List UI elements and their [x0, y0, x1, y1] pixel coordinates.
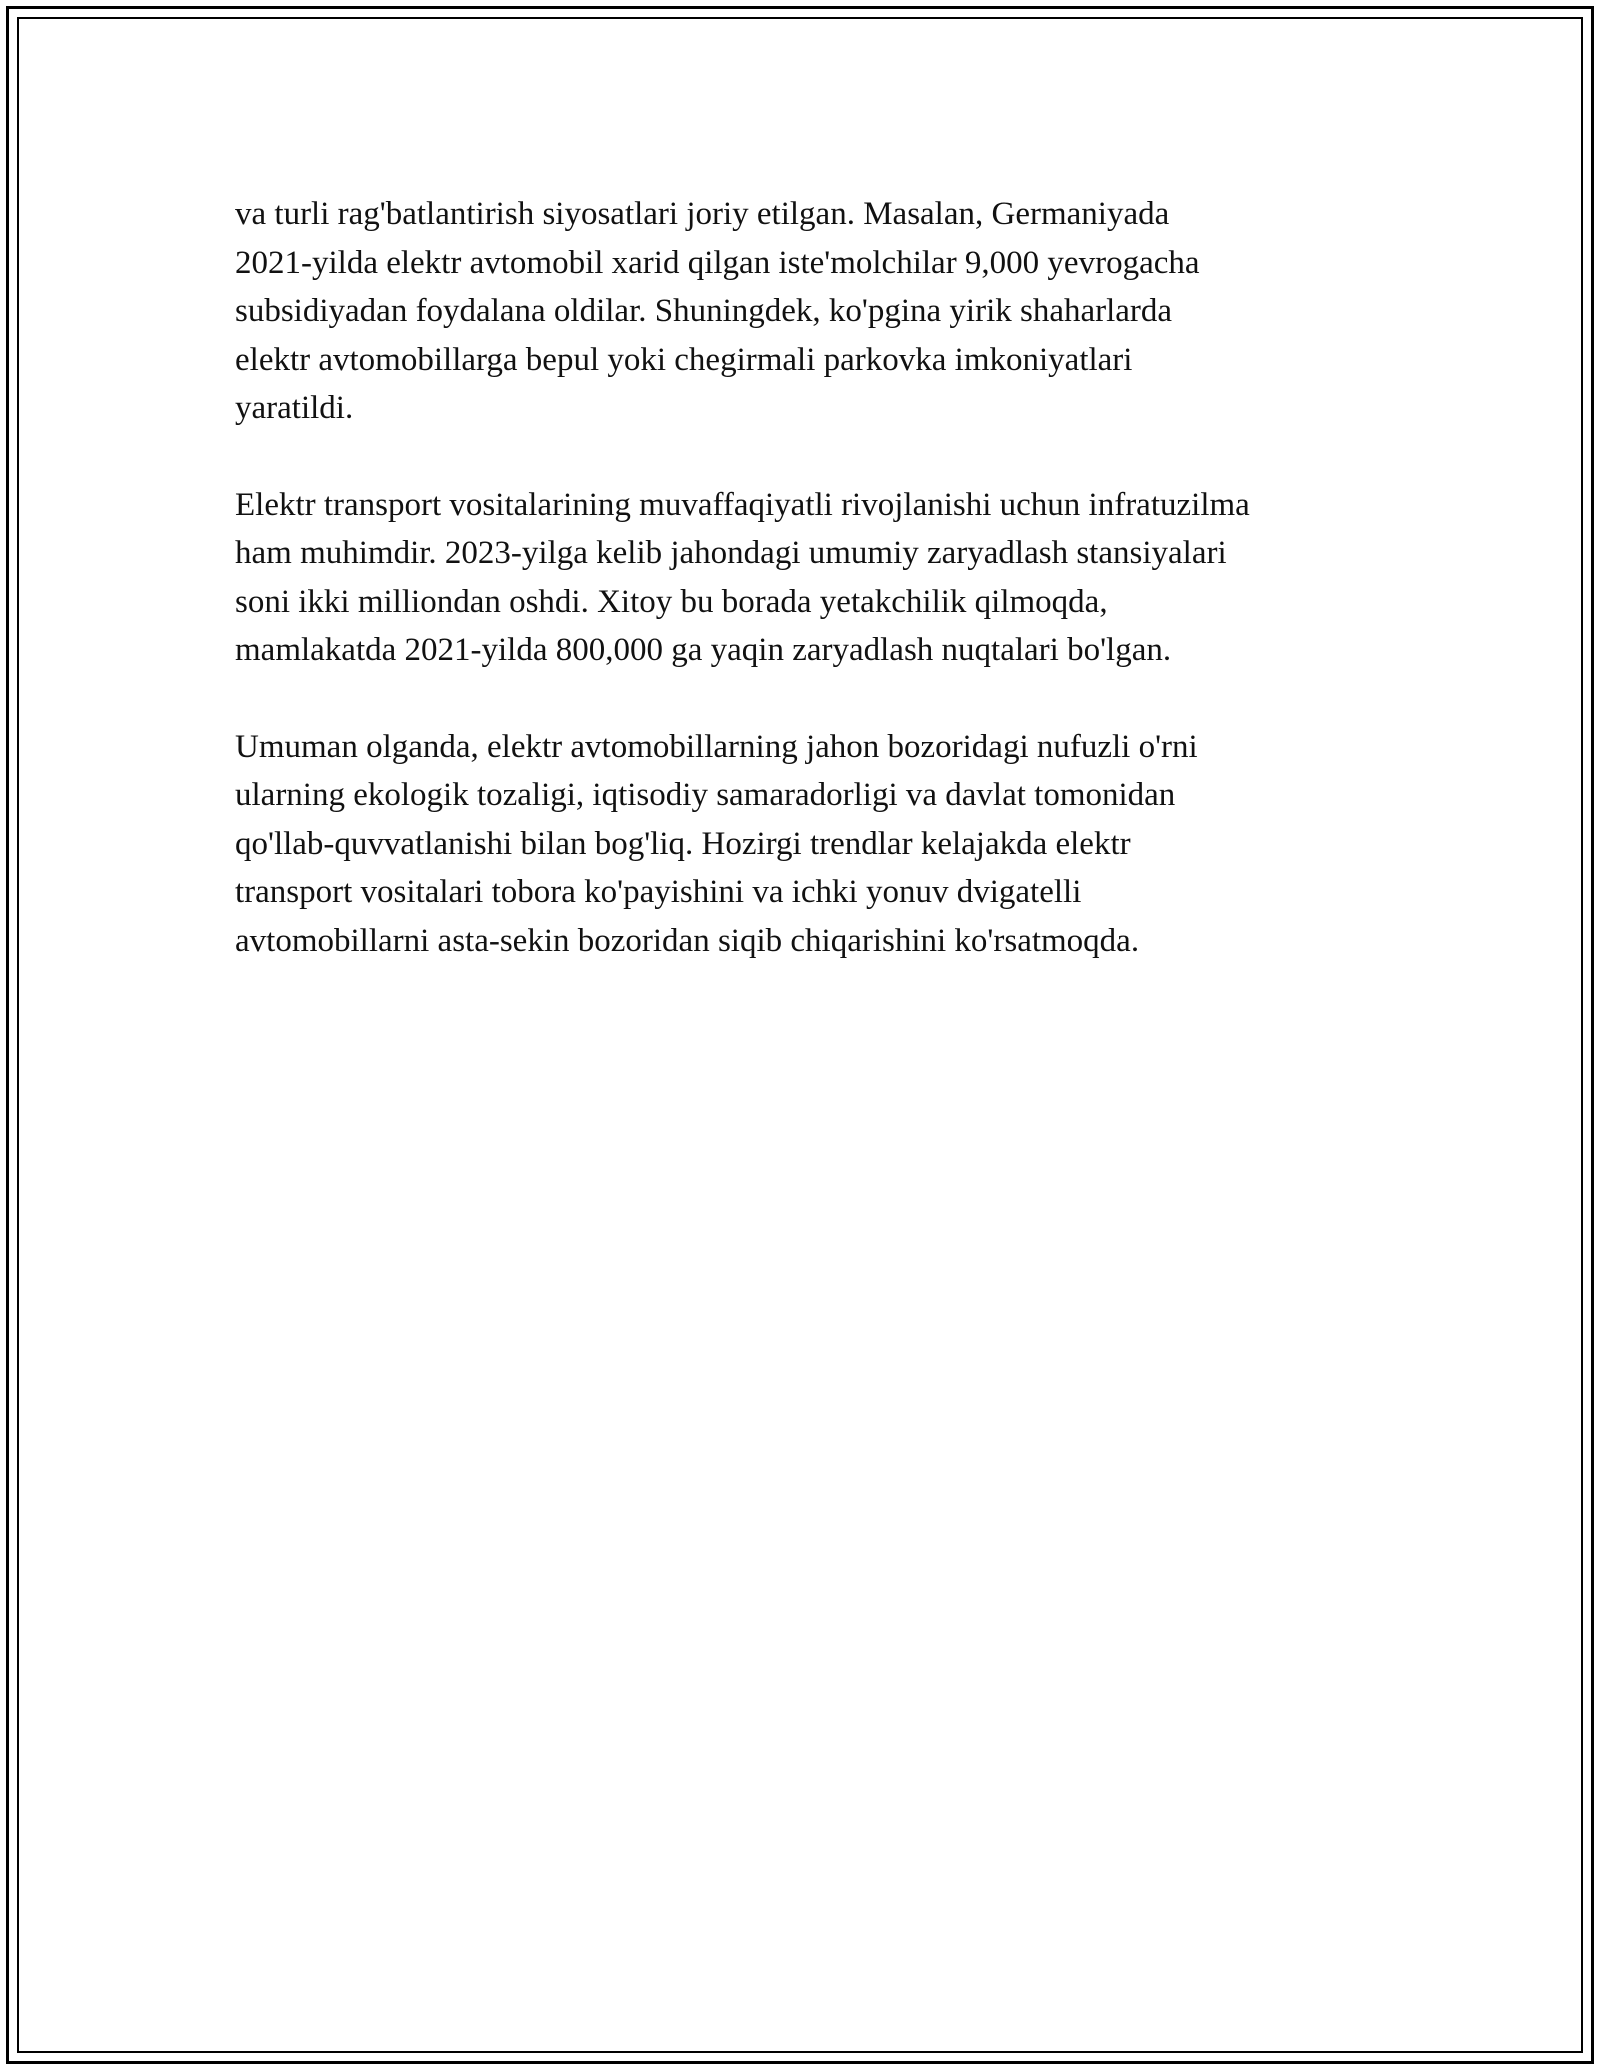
text-line: subsidiyadan foydalana oldilar. Shuningdek, ko'pgina yirik shaharlarda — [235, 293, 1173, 329]
text-line: soni ikki milliondan oshdi. Xitoy bu borada yetakchilik qilmoqda, — [235, 583, 1108, 620]
text-line: yaratildi. — [235, 390, 354, 426]
text-line: 2021-yilda elektr avtomobil xarid qilgan iste'molchilar 9,000 yevrogacha — [235, 244, 1200, 281]
text-line: transport vositalari tobora ko'payishini va ichki yonuv dvigatelli — [235, 874, 1082, 910]
text-line: elektr avtomobillarga bepul yoki chegirmali parkovka imkoniyatlari — [235, 341, 1133, 378]
text-line: ularning ekologik tozaligi, iqtisodiy samaradorligi va davlat tomonidan — [235, 777, 1176, 813]
document-body — [235, 190, 1385, 1013]
text-line: Elektr transport vositalarining muvaffaqiyatli rivojlanishi uchun infratuzilma — [235, 486, 1250, 523]
paragraph-conclusion — [235, 723, 1385, 966]
paragraph-infrastructure — [235, 481, 1385, 675]
text-line: mamlakatda 2021-yilda 800,000 ga yaqin zaryadlash nuqtalari bo'lgan. — [235, 632, 1172, 668]
text-line: Umuman olganda, elektr avtomobillarning jahon bozoridagi nufuzli o'rni — [235, 728, 1198, 765]
text-line: qo'llab-quvvatlanishi bilan bog'liq. Hozirgi trendlar kelajakda elektr — [235, 825, 1131, 862]
paragraph-incentives — [235, 190, 1385, 433]
text-line: avtomobillarni asta-sekin bozoridan siqib chiqarishini ko'rsatmoqda. — [235, 922, 1140, 959]
text-line: ham muhimdir. 2023-yilga kelib jahondagi umumiy zaryadlash stansiyalari — [235, 535, 1227, 571]
text-line: va turli rag'batlantirish siyosatlari joriy etilgan. Masalan, Germaniyada — [235, 196, 1170, 232]
